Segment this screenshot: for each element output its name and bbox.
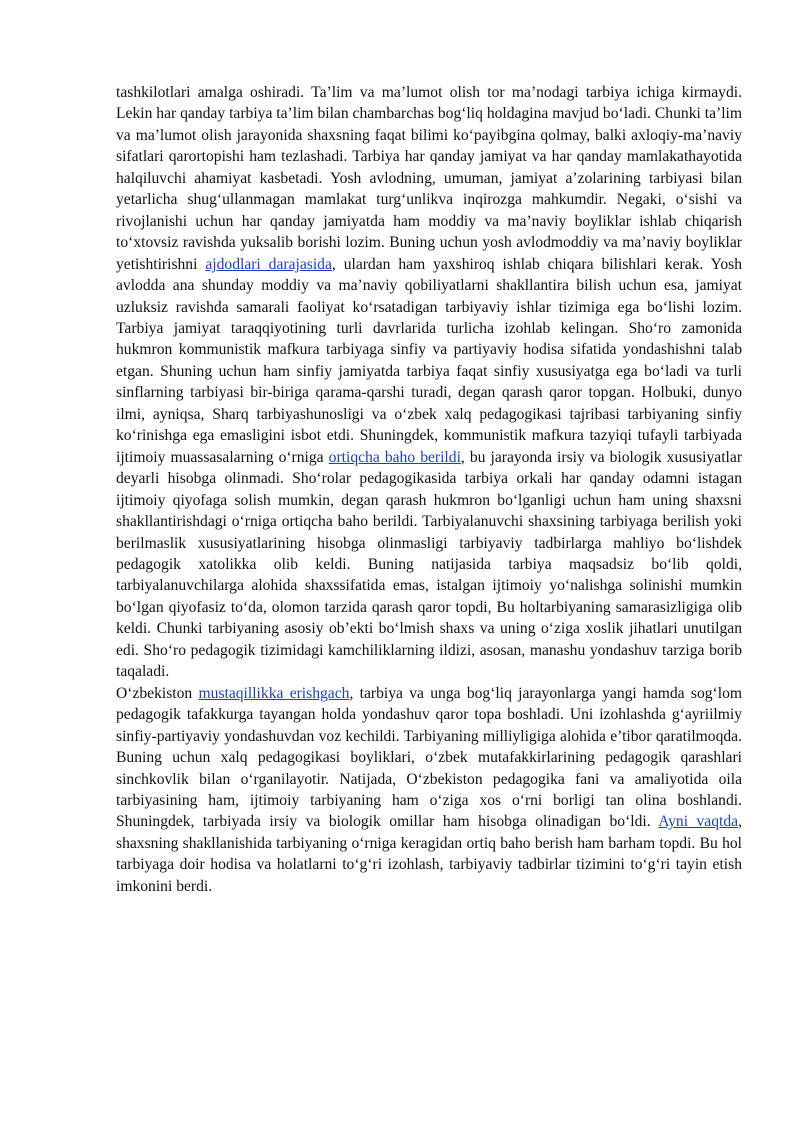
link-ajdodlari-darajasida[interactable]: ajdodlari darajasida [205, 255, 332, 273]
link-mustaqillikka-erishgach[interactable]: mustaqillikka erishgach [198, 684, 350, 702]
paragraph-1 [116, 82, 742, 683]
paragraph-2 [116, 683, 742, 898]
paragraph-text: , shaxsning shakllanishida tarbiyaning o‘rniga keragidan ortiq baho berish ham barham topdi. Bu hol tarbiyaga doir hodisa va holatlarni to‘g‘ri izohlash, tarbiyaviy tadbirlar tizimini to‘g‘ri tayin etish imkonini berdi. [116, 813, 742, 895]
paragraph-text: , bu jarayonda irsiy va biologik xususiyatlar deyarli hisobga olinmadi. Sho‘rolar pedagogikasida tarbiya orkali har qanday odamni istagan ijtimoiy qiyofaga solish mumkin, degan qarash hukmron bo‘lganligi uchun ham uning shaxsni shakllantirishdagi o‘rniga ortiqcha baho berildi. Tarbiyalanuvchi shaxsining tarbiyaga berilish yoki berilmaslik xususiyatlarining hisobga olinmasligi tarbiyaviy tadbirlarga mahliyo bo‘lishdek pedagogik xatolikka olib keldi. Buning natijasida tarbiya maqsadsiz bo‘lib qoldi, tarbiyalanuvchilarga alohida shaxssifatida emas, istalgan ijtimoiy yo‘nalishga solinishi mumkin bo‘lgan qiyofasiz to‘da, olomon tarzida qarash qaror topdi, Bu holtarbiyaning samarasizligiga olib keldi. Chunki tarbiyaning asosiy ob’ekti bo‘lmish shaxs va uning o‘ziga xoslik jihatlari unutilgan edi. Sho‘ro pedagogik tizimidagi kamchiliklarning ildizi, asosan, manashu yondashuv tarziga borib taqaladi. [116, 448, 743, 681]
link-ortiqcha-baho-berildi[interactable]: ortiqcha baho berildi [328, 448, 461, 466]
document-body [116, 82, 742, 897]
paragraph-text: , tarbiya va unga bog‘liq jarayonlarga yangi hamda sog‘lom pedagogik tafakkurga tayangan holda yondashuv qaror topa boshladi. Uni izohlashda g‘ayriilmiy sinfiy-partiyaviy yondashuvdan voz kechildi. Tarbiyaning milliyligiga alohida e’tibor qaratilmoqda. Buning uchun xalq pedagogikasi boyliklari, o‘zbek mutafakkirlarining pedagogik qarashlari sinchkovlik bilan o‘rganilayotir. Natijada, O‘zbekiston pedagogika fani va amaliyotida oila tarbiyasining ham, ijtimoiy tarbiyaning ham o‘ziga xos o‘rni borligi tan olina boshlandi. Shuningdek, tarbiyada irsiy va biologik omillar ham hisobga olinadigan bo‘ldi. [116, 684, 742, 831]
paragraph-text: , ulardan ham yaxshiroq ishlab chiqara bilishlari kerak. Yosh avlodda ana shunday moddiy va ma’naviy qobiliyatlarni shakllantira bilish uchun esa, jamiyat uzluksiz ravishda samarali faoliyat ko‘rsatadigan tarbiyaviy ishlar tizimiga ega bo‘lishi lozim. Tarbiya jamiyat taraqqiyotining turli davrlarida turlicha izohlab kelingan. Sho‘ro zamonida hukmron kommunistik mafkura tarbiyaga sinfiy va partiyaviy hodisa sifatida yondashishni talab etgan. Shuning uchun ham sinfiy jamiyatda tarbiya faqat sinfiy xususiyatga ega bo‘ladi va turli sinflarning tarbiyasi bir-biriga qarama-qarshi turadi, degan qarash qaror topgan. Holbuki, dunyo ilmi, ayniqsa, Sharq tarbiyashunosligi va o‘zbek xalq pedagogikasi tajribasi tarbiyaning sinfiy ko‘rinishga ega emasligini isbot etdi. Shuningdek, kommunistik mafkura tazyiqi tufayli tarbiyada ijtimoiy muassasalarning o‘rniga [116, 255, 742, 466]
paragraph-text: tashkilotlari amalga oshiradi. Ta’lim va ma’lumot olish tor ma’nodagi tarbiya ichiga kirmaydi. Lekin har qanday tarbiya ta’lim bilan chambarchas bog‘liq holdagina mavjud bo‘ladi. Chunki ta’lim va ma’lumot olish jarayonida shaxsning faqat bilimi ko‘payibgina qolmay, balki axloqiy-ma’naviy sifatlari qarortopishi ham tezlashadi. Tarbiya har qanday jamiyat va har qanday mamlakathayotida halqiluvchi ahamiyat kasbetadi. Yosh avlodning, umuman, jamiyat a’zolarining tarbiyasi bilan yetarlicha shug‘ullanmagan mamlakat turg‘unlikva inqirozga mahkumdir. Negaki, o‘sishi va rivojlanishi uchun har qanday jamiyatda ham moddiy va ma’naviy boyliklar ishlab chiqarish to‘xtovsiz ravishda yuksalib borishi lozim. Buning uchun yosh avlodmoddiy va ma’naviy boyliklar yetishtirishni [116, 84, 742, 273]
link-ayni-vaqtda[interactable]: Ayni vaqtda [658, 813, 739, 831]
paragraph-text: O‘zbekiston [116, 684, 199, 702]
